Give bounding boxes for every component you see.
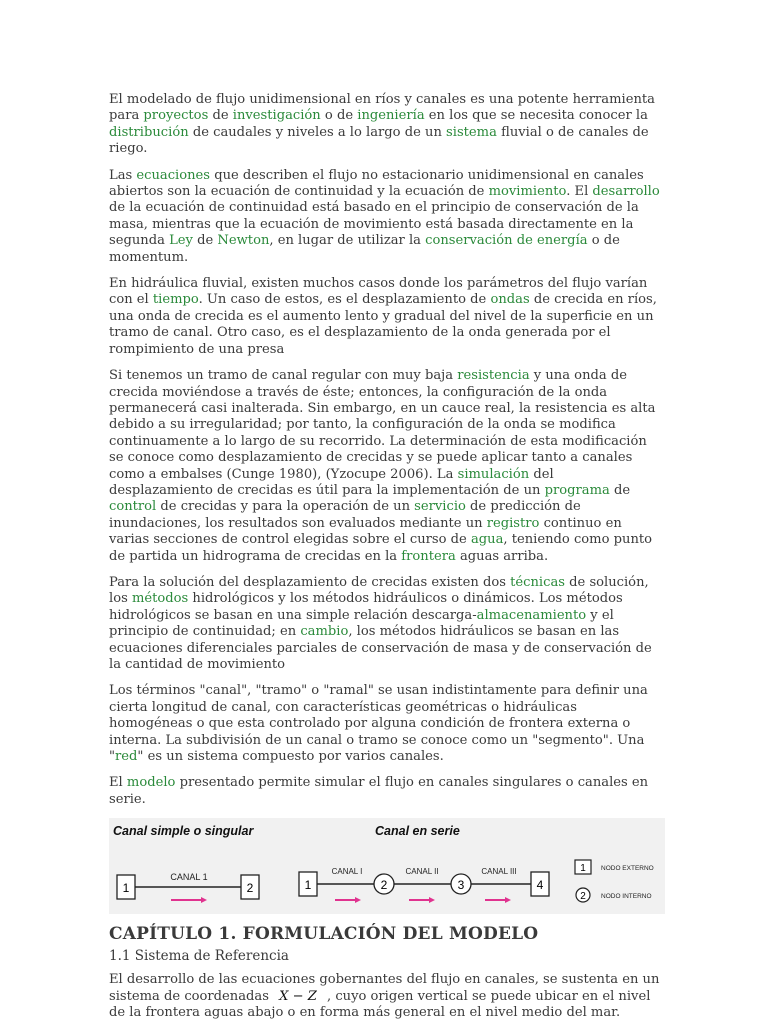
body-text xyxy=(109,92,661,808)
channel-diagram xyxy=(109,818,665,914)
keyword-link[interactable]: distribución xyxy=(109,124,189,140)
text-run: de crecida en ríos, una onda de crecida es el aumento lento y gradual del nivel de la superficie en un tramo de canal. Otro caso, es el desplazamiento de la onda generada por el rompimiento de una presa xyxy=(109,292,657,357)
keyword-link[interactable]: registro xyxy=(486,515,540,531)
text-run: Para la solución del desplazamiento de crecidas existen dos xyxy=(109,574,511,590)
text-run: presentado permite simular el flujo en canales singulares o canales en serie. xyxy=(109,775,649,807)
text-run: y una onda de crecida moviéndose a través de éste; entonces, la configuración de la onda permanecerá casi inalterada. Sin embargo, en un cauce real, la resistencia es alta debido a su irregularidad; por tanto, la configuración de la onda se modifica continuamente a lo largo de su recorrido. La determinación de esta modificación se conoce como desplazamiento de crecidas y se puede aplicar tanto a canales como a embalses (Cunge 1980), (Yzocupe 2006). La xyxy=(109,368,656,482)
final-text-after: , cuyo origen vertical se puede ubicar en el nivel de la frontera aguas abajo o en forma más general en el nivel medio del mar. xyxy=(109,988,651,1021)
paragraph xyxy=(109,683,661,765)
text-run: o de xyxy=(320,108,358,124)
text-run: que describen el flujo no estacionario unidimensional en canales abiertos son la ecuación de continuidad y la ecuación de xyxy=(109,167,644,200)
keyword-link[interactable]: programa xyxy=(544,482,610,498)
document-page xyxy=(109,92,661,1031)
keyword-link[interactable]: técnicas xyxy=(510,574,565,590)
serie-channel-2-label: CANAL II xyxy=(405,867,439,877)
serie-flow-arrowhead-1 xyxy=(355,897,361,903)
channel-figure xyxy=(109,818,665,914)
keyword-link[interactable]: ingeniería xyxy=(357,108,425,124)
simple-channel-label: CANAL 1 xyxy=(170,872,208,883)
text-run: Los términos "canal", "tramo" o "ramal" se usan indistintamente para definir una cierta longitud de canal, con características geométricas o hidráulicas homogéneas o que esta controlado por alguna condición de frontera externa o interna. La subdivisión de un canal o tramo se conoce como un "segmento". Una " xyxy=(109,683,648,765)
keyword-link[interactable]: modelo xyxy=(126,775,176,791)
serie-node-3-label: 3 xyxy=(457,878,465,893)
paragraph xyxy=(109,92,661,158)
legend-external-num: 1 xyxy=(580,863,586,875)
figure-title-simple: Canal simple o singular xyxy=(113,824,254,839)
text-run: de solución, los xyxy=(109,574,649,607)
simple-node-1-label: 1 xyxy=(122,881,130,896)
math-expression: X − Z xyxy=(279,988,317,1004)
text-run: . El xyxy=(566,184,593,200)
keyword-link[interactable]: ondas xyxy=(490,292,530,308)
serie-flow-arrowhead-3 xyxy=(505,897,511,903)
text-run: de xyxy=(609,482,631,498)
text-run: El modelado de flujo unidimensional en ríos y canales es una potente herramienta para xyxy=(109,92,655,124)
text-run: Si tenemos un tramo de canal regular con muy baja xyxy=(109,368,458,384)
keyword-link[interactable]: tiempo xyxy=(152,292,199,308)
keyword-link[interactable]: red xyxy=(115,749,138,765)
keyword-link[interactable]: Ley xyxy=(169,233,193,249)
paragraph xyxy=(109,168,661,266)
text-run: de caudales y niveles a lo largo de un xyxy=(188,124,447,140)
keyword-link[interactable]: investigación xyxy=(232,108,321,124)
figure-title-serie: Canal en serie xyxy=(375,824,460,839)
keyword-link[interactable]: cambio xyxy=(300,624,349,640)
keyword-link[interactable]: conservación de energía xyxy=(425,233,588,249)
simple-node-2-label: 2 xyxy=(246,881,254,896)
paragraph xyxy=(109,276,661,358)
serie-node-2-label: 2 xyxy=(380,878,388,893)
chapter-title: CAPÍTULO 1. FORMULACIÓN DEL MODELO xyxy=(109,924,539,945)
simple-flow-arrowhead xyxy=(201,897,207,903)
final-paragraph xyxy=(109,972,661,1021)
keyword-link[interactable]: sistema xyxy=(446,124,497,140)
legend-internal-num: 2 xyxy=(580,891,586,903)
text-run: de xyxy=(208,108,233,124)
keyword-link[interactable]: servicio xyxy=(414,499,466,515)
text-run: En hidráulica fluvial, existen muchos casos donde los parámetros del flujo varían con el xyxy=(109,276,648,308)
text-run: Las xyxy=(109,167,137,183)
serie-channel-1-label: CANAL I xyxy=(331,867,363,877)
text-run: de la ecuación de continuidad está basado en el principio de conservación de la masa, mientras que la ecuación de movimiento está basada directamente en la segunda xyxy=(109,200,639,249)
serie-node-1-label: 1 xyxy=(304,878,312,893)
serie-flow-arrowhead-2 xyxy=(429,897,435,903)
text-run: y el principio de continuidad; en xyxy=(109,607,614,640)
paragraph xyxy=(109,575,661,673)
section-title: 1.1 Sistema de Referencia xyxy=(109,948,289,965)
serie-node-4-label: 4 xyxy=(536,878,544,893)
keyword-link[interactable]: simulación xyxy=(457,466,530,482)
keyword-link[interactable]: frontera xyxy=(401,548,456,564)
text-run: fluvial o de canales de riego. xyxy=(109,124,649,157)
keyword-link[interactable]: control xyxy=(109,499,157,515)
paragraph xyxy=(109,368,661,565)
text-run: del desplazamiento de crecidas es útil para la implementación de un xyxy=(109,466,554,498)
keyword-link[interactable]: movimiento xyxy=(488,184,567,200)
keyword-link[interactable]: resistencia xyxy=(457,368,530,384)
text-run: " es un sistema compuesto por varios canales. xyxy=(137,749,444,765)
legend-internal-label: NODO INTERNO xyxy=(601,893,652,901)
final-text-before: El desarrollo de las ecuaciones gobernantes del flujo en canales, se sustenta en un sistema de coordenadas xyxy=(109,972,660,1004)
keyword-link[interactable]: agua xyxy=(470,532,504,548)
text-run: , teniendo como punto de partida un hidrograma de crecidas en la xyxy=(109,532,653,564)
text-run: o de momentum. xyxy=(109,233,620,265)
text-run: . Un caso de estos, es el desplazamiento de xyxy=(198,292,491,308)
keyword-link[interactable]: proyectos xyxy=(143,108,209,124)
text-run: El xyxy=(109,775,127,791)
text-run: en los que se necesita conocer la xyxy=(424,108,648,124)
keyword-link[interactable]: Newton xyxy=(217,233,270,249)
keyword-link[interactable]: métodos xyxy=(131,591,189,607)
text-run: , en lugar de utilizar la xyxy=(269,233,426,249)
text-run: de crecidas y para la operación de un xyxy=(156,499,415,515)
text-run: de predicción de inundaciones, los resultados son evaluados mediante un xyxy=(109,499,581,531)
text-run: aguas arriba. xyxy=(455,548,549,564)
text-run: , los métodos hidráulicos se basan en las ecuaciones diferenciales parciales de conservación de masa y de conservación de la cantidad de movimiento xyxy=(109,624,652,672)
text-run: continuo en varias secciones de control elegidas sobre el curso de xyxy=(109,515,622,548)
legend-external-label: NODO EXTERNO xyxy=(601,865,654,873)
text-run: de xyxy=(192,233,218,249)
serie-channel-3-label: CANAL III xyxy=(481,867,517,877)
keyword-link[interactable]: almacenamiento xyxy=(476,607,587,623)
text-run: hidrológicos y los métodos hidráulicos o dinámicos. Los métodos hidrológicos se basan en una simple relación descarga- xyxy=(109,591,623,623)
keyword-link[interactable]: ecuaciones xyxy=(136,167,211,183)
keyword-link[interactable]: desarrollo xyxy=(592,184,660,200)
paragraph xyxy=(109,775,661,808)
